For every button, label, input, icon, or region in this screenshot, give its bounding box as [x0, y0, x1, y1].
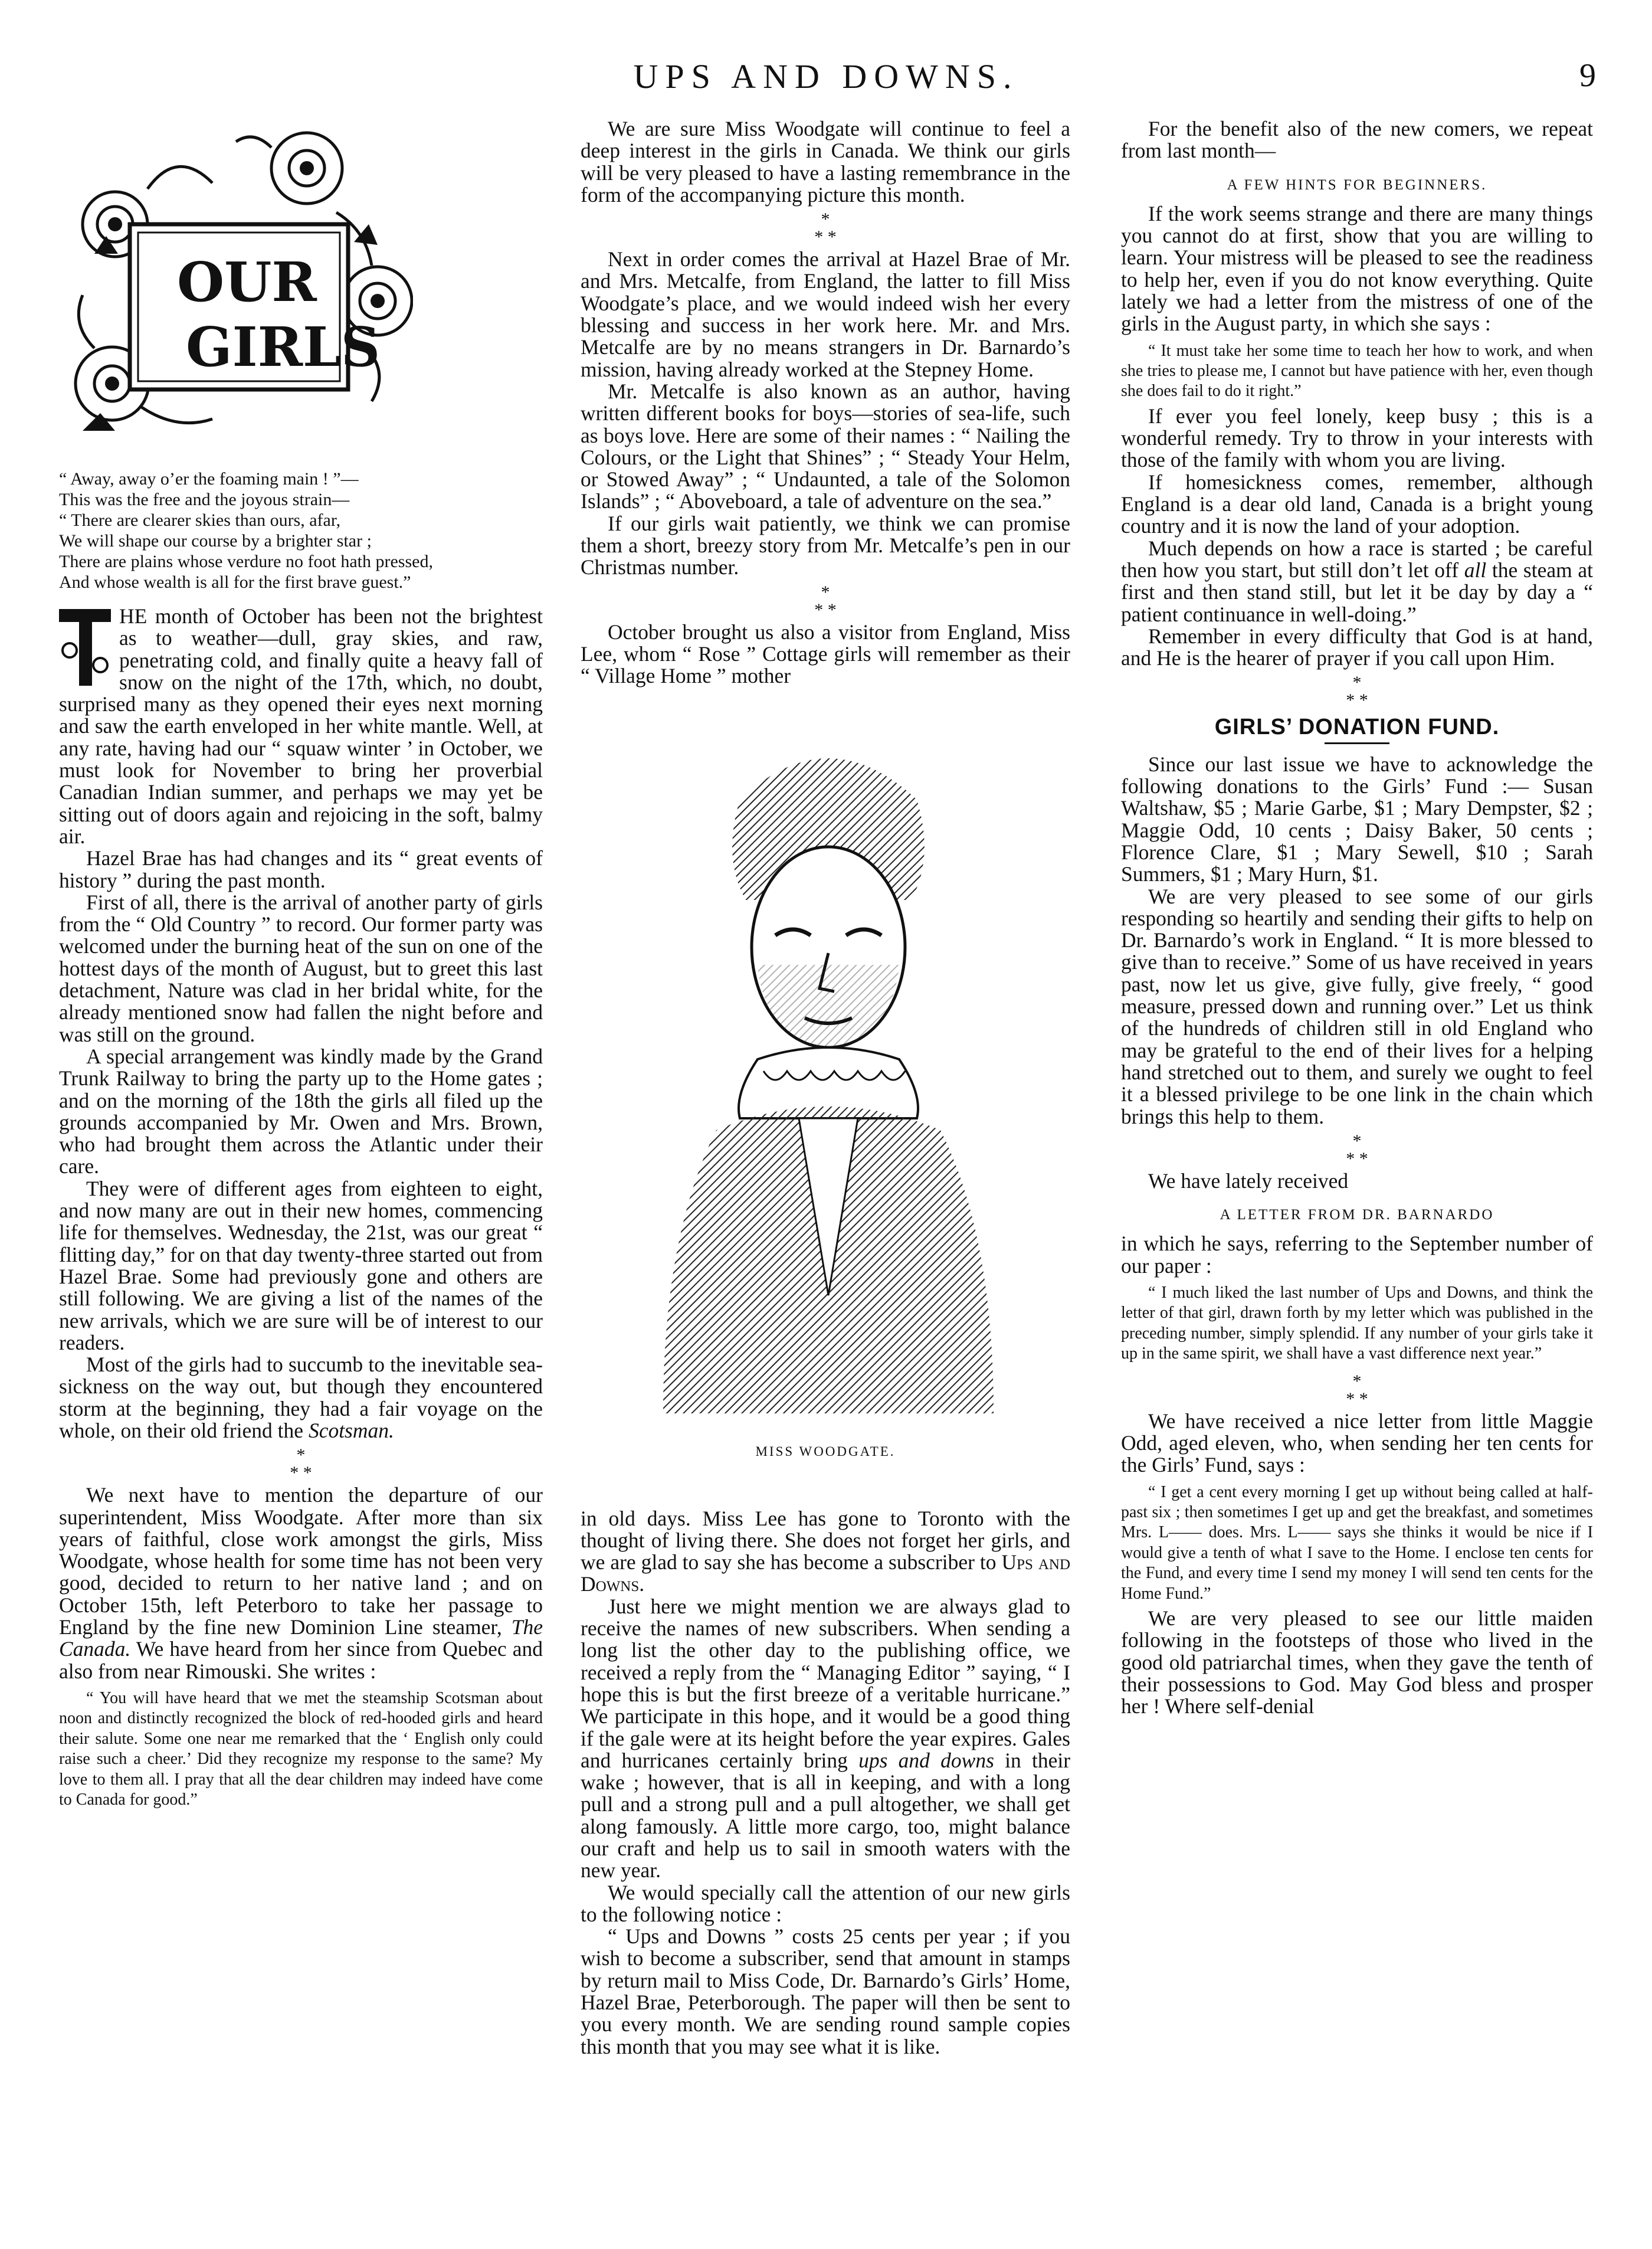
paragraph: We are very pleased to see our little maiden following in the footsteps of those who lived in the good old patriarchal times, when they gave the tenth of their possessions to God. May God bless and prosper her ! Where self-denial: [1121, 1606, 1593, 1718]
paragraph: [59, 1484, 543, 1682]
page-header: [0, 57, 1652, 104]
mistress-quote: [1121, 341, 1593, 402]
column-3: [1121, 118, 1593, 1717]
paragraph: If ever you feel lonely, keep busy ; this is a wonderful remedy. Try to throw in your interests with those of the family with whom you are living.: [1121, 404, 1593, 472]
paragraph: [59, 1354, 543, 1442]
woodgate-letter-quote: [59, 1688, 543, 1810]
column-1: [59, 118, 543, 1813]
paragraph: Remember in every difficulty that God is at hand, and He is the hearer of prayer if you call upon Him.: [1121, 624, 1593, 670]
paragraph: Next in order comes the arrival at Hazel Brae of Mr. and Mrs. Metcalfe, from England, the latter to fill Miss Woodgate’s place, and we would indeed wish her every blessing and success in her work here. Mr. and Mrs. Metcalfe are by no means strangers in Dr. Barnardo’s mission, having already worked at the Stepney Home.: [581, 247, 1070, 381]
column-2: [581, 118, 1070, 2058]
paragraph: [581, 1596, 1070, 1882]
poem-line: There are plains whose verdure no foot hath pressed,: [59, 552, 433, 571]
svg-text:OUR: OUR: [177, 250, 317, 314]
paragraph-text: We have heard from her since from Quebec and also from near Rimouski. She writes :: [59, 1637, 543, 1683]
section-heading: A FEW HINTS FOR BEGINNERS.: [1227, 176, 1487, 193]
ship-name: The Canada.: [59, 1615, 543, 1661]
paragraph: They were of different ages from eighteen to eight, and now many are out in their new homes, commencing life for themselves. Wednesday, the 21st, was our great “ flitting day,” for on that day twenty-three started out from Hazel Brae. Some had previously gone and others are still following. We are giving a list of the names of the new arrivals, which we are sure will be of interest to our readers.: [59, 1176, 543, 1354]
paragraph: If homesickness comes, remember, although England is a dear old land, Canada is a bright young country and it is now the land of your adoption.: [1121, 470, 1593, 538]
donations-list: Since our last issue we have to acknowledge the following donations to the Girls’ Fund :— Susan Waltshaw, $5 ; Marie Garbe, $1 ; Mary Dempster, $2 ; Maggie Odd, 10 cents ; Daisy Baker, 50 cents ; Florence Clare, $1 ; Mary Sewell, $10 ; Sarah Summers, $1 ; Mary Hurn, $1.: [1121, 752, 1593, 886]
portrait-figure: [581, 705, 1070, 1496]
paragraph-text: Much depends on how a race is started ; be careful then how you start, but still don’t let off: [1121, 536, 1593, 582]
quote-text: “ I much liked the last number of Ups and Downs, and think the letter of that girl, drawn forth by my letter which was published in the preceding number, simply splendid. If any number of your girls take it up in the same spirit, we shall have a vast difference next year.”: [1121, 1283, 1593, 1363]
quote-text: “ It must take her some time to teach her how to work, and when she tries to please me, I cannot but have patience with her, even though she does fail to do it right.”: [1121, 341, 1593, 401]
poem-line: This was the free and the joyous strain—: [59, 490, 350, 509]
paragraph: [1121, 538, 1593, 626]
poem-line: And whose wealth is all for the first brave guest.”: [59, 572, 411, 592]
paragraph-text: We next have to mention the departure of our superintendent, Miss Woodgate. After more than six years of faithful, close work amongst the girls, Miss Woodgate, whose health for some time has not been very good, decided to return to her native land ; and on October 15th, left Peterboro to take her passage to England by the fine new Dominion Line steamer,: [59, 1483, 543, 1639]
paragraph-text: in their wake ; however, that is all in keeping, and with a long pull and a strong pull and a pull altogether, we shall get along famously. A little more cargo, too, might balance our craft and help us to sail in smooth waters with the new year.: [581, 1748, 1071, 1883]
asterism-divider: * * *: [290, 1445, 312, 1483]
drop-cap-t-icon: [59, 609, 111, 686]
paragraph: [581, 1508, 1070, 1596]
heading-rule: [1325, 742, 1389, 744]
paragraph: If the work seems strange and there are many things you cannot do at first, show that you are willing to learn. Your mistress will be pleased to see the readiness to help her, even if you do not know everything. Quite lately we had a letter from the mistress of one of the girls in the August party, in which she says :: [1121, 201, 1593, 336]
paragraph: HE month of October has been not the brightest as to weather—dull, gray skies, and raw, penetrating cold, and finally quite a heavy fall of snow on the night of the 17th, which, no doubt, surprised many as they opened their eyes next morning and saw the earth enveloped in her white mantle. Well, at any rate, having had our “ squaw winter ’ in October, we must look for November to bring her proverbial Canadian Indian summer, and perhaps we may yet be sitting out of doors again and rejoicing in the soft, balmy air.: [59, 604, 543, 848]
poem-line: “ There are clearer skies than ours, afar,: [59, 510, 341, 530]
paragraph: We have received a nice letter from little Maggie Odd, aged eleven, who, when sending her ten cents for the Girls’ Fund, says :: [1121, 1409, 1593, 1477]
asterism-divider: * * *: [1346, 1131, 1368, 1168]
paragraph-text: the steam at first and then stand still, but let it be day by day a “ patient continuance in well-doing.”: [1121, 558, 1593, 626]
portrait-of-woman-icon: [640, 705, 1017, 1431]
paper-title: Ups and Downs.: [581, 1550, 1071, 1596]
paragraph: Mr. Metcalfe is also known as an author, having written different books for boys—stories of sea-life, such as boys love. Here are some of their names : “ Nailing the Colours, or the Light that Shines” ; “ Steady Your Helm, or Stowed Away” ; “ Undaunted, a tale of the Solomon Islands” ; “ Aboveboard, a tale of adventure on the sea.”: [581, 379, 1070, 513]
epigraph-poem: [59, 469, 543, 592]
svg-text:GIRLS: GIRLS: [186, 315, 381, 379]
italic-word: all: [1464, 558, 1487, 582]
paragraph: We are sure Miss Woodgate will continue to feel a deep interest in the girls in Canada. We think our girls will be very pleased to have a lasting remembrance in the form of the accompanying picture this month.: [581, 117, 1070, 207]
paragraph-text: Just here we might mention we are always glad to receive the names of new subscribers. When sending a long list the other day to the publishing office, we received a reply from the “ Managing Editor ” saying, “ I hope this is but the first breeze of a veritable hurricane.” We participate in this hope, and it would be a good thing if the gale were at its height before the year expires. Gales and hurricanes certainly bring: [581, 1594, 1070, 1772]
paragraph: We are very pleased to see some of our girls responding so heartily and sending their gifts to help on Dr. Barnardo’s work in England. “ It is more blessed to give than to receive.” Some of us have received in years past, now let us give, give fully, give freely, “ good measure, pressed down and running over.” Let us think of the hundreds of children still in old England who may be grateful to the end of their lives for a helping hand stretched out to them, and surely we ought to feel it a blessed privilege to be one link in the chain which brings this help to them.: [1121, 884, 1593, 1128]
paragraph: Hazel Brae has had changes and its “ great events of history ” during the past month.: [59, 846, 543, 892]
section-heading: GIRLS’ DONATION FUND.: [1214, 715, 1500, 740]
italic-phrase: ups and downs: [858, 1748, 994, 1772]
quote-text: “ You will have heard that we met the steamship Scotsman about noon and distinctly recognized the block of red-hooded girls and heard their salute. Some one near me remarked that the ‘ English only could raise such a cheer.’ Did they recognize my response to the same? My love to them all. I pray that all the dear children may indeed have come to Canada for good.”: [59, 1688, 543, 1809]
maggie-odd-quote: [1121, 1482, 1593, 1604]
poem-line: We will shape our course by a brighter star ;: [59, 531, 372, 551]
quote-text: “ I get a cent every morning I get up without being called at half-past six ; then sometimes I get up and get the breakfast, and sometimes Mrs. L—— does. Mrs. L—— says she thinks it would be nice if I would give a tenth of what I save to the Home. I enclose ten cents for the Fund, and every time I send my money I will send ten cents for the Home Fund.”: [1121, 1482, 1593, 1603]
ship-name: Scotsman.: [308, 1418, 394, 1442]
running-head: UPS AND DOWNS.: [633, 57, 1019, 96]
paragraph: A special arrangement was kindly made by the Grand Trunk Railway to bring the party up to the Home gates ; and on the morning of the 18th the girls all filed up the grounds accompanied by Mr. Owen and Mrs. Brown, who had brought them across the Atlantic under their care.: [59, 1044, 543, 1178]
subscription-notice: “ Ups and Downs ” costs 25 cents per year ; if you wish to become a subscriber, send that amount in stamps by return mail to Miss Code, Dr. Barnardo’s Girls’ Home, Hazel Brae, Peterborough. The paper will then be sent to you every month. We are sending round sample copies this month that you may see what it is like.: [581, 1924, 1070, 2058]
portrait-caption: MISS WOODGATE.: [755, 1443, 896, 1459]
barnardo-quote: [1121, 1283, 1593, 1364]
page-number: 9: [1579, 57, 1596, 94]
asterism-divider: * * *: [814, 582, 837, 620]
our-girls-logo: [59, 124, 413, 454]
paragraph: If our girls wait patiently, we think we can promise them a short, breezy story from Mr. Metcalfe’s pen in our Christmas number.: [581, 511, 1070, 580]
paragraph: We have lately received: [1148, 1168, 1349, 1193]
paragraph: in which he says, referring to the September number of our paper :: [1121, 1232, 1593, 1278]
asterism-divider: * * *: [1346, 1371, 1368, 1409]
asterism-divider: * * *: [1346, 673, 1368, 711]
paragraph: We would specially call the attention of our new girls to the following notice :: [581, 1880, 1070, 1926]
floral-ornament-icon: [59, 124, 413, 454]
paragraph-text: Most of the girls had to succumb to the inevitable sea-sickness on the way out, but though they encountered storm at the beginning, they had a fair voyage on the whole, on their old friend the: [59, 1353, 543, 1442]
poem-line: “ Away, away o’er the foaming main ! ”—: [59, 469, 359, 489]
opening-paragraph: [59, 605, 543, 847]
paragraph: For the benefit also of the new comers, we repeat from last month—: [1121, 117, 1593, 163]
paragraph: First of all, there is the arrival of another party of girls from the “ Old Country ” to record. Our former party was welcomed under the burning heat of the sun on one of the hottest days of the month of August, but to greet this last detachment, Nature was clad in her bridal white, for the already mentioned snow had fallen the night before and was still on the ground.: [59, 890, 543, 1046]
paragraph-text: in old days. Miss Lee has gone to Toronto with the thought of living there. She does not forget her girls, and we are glad to say she has become a subscriber to: [581, 1506, 1070, 1574]
section-heading: A LETTER FROM DR. BARNARDO: [1220, 1207, 1494, 1223]
asterism-divider: * * *: [814, 209, 837, 247]
paragraph: October brought us also a visitor from England, Miss Lee, whom “ Rose ” Cottage girls will remember as their “ Village Home ” mother: [581, 620, 1070, 688]
